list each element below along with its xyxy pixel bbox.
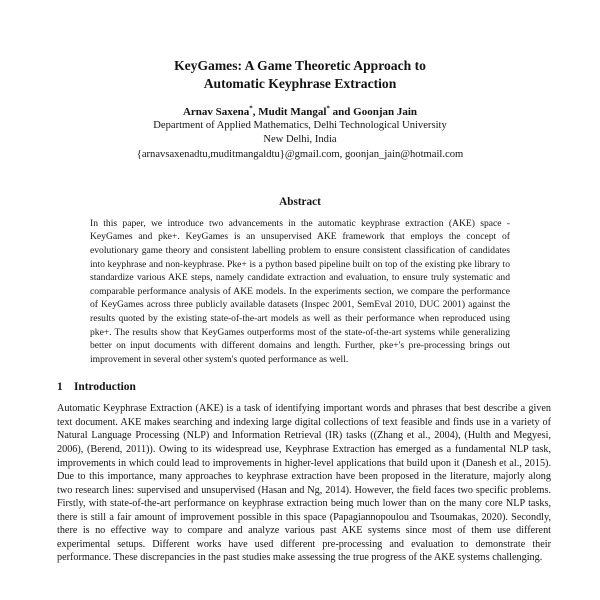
paper-title-line2: Automatic Keyphrase Extraction: [203, 75, 397, 91]
introduction-paragraph: Automatic Keyphrase Extraction (AKE) is a task of identifying important words and phrases that best describe a given text document. AKE makes searching and indexing large digital collections of text feasible and finds use in a variety of Natural Language Processing (NLP) and Information Retrieval (IR) tasks ((Zhang et al., 2004), (Hulth and Megyesi, 2006), (Berend, 2011)). Owing to its widespread use, Keyphrase Extraction has emerged as a fundamental NLP task, improvements in which could lead to improvements in higher-level applications that build upon it (Danesh et al., 2015). Due to this importance, many approaches to keyphrase extraction have been proposed in the literature, majorly along two research lines: supervised and unsupervised (Hasan and Ng, 2014). However, the field faces two specific problems. Firstly, with state-of-the-art performance on keyphrase extraction being much lower than on the many core NLP tasks, there is still a fair amount of improvement possible in this space (Papagiannopoulou and Tsoumakas, 2020). Secondly, there is no effective way to compare and analyze various past AKE systems since most of them use different experimental setups. Different works have used different pre-processing and evaluation to demonstrate their performance. These discrepancies in the past studies make assessing the true progress of the AKE systems challenging.: [57, 403, 551, 564]
author-name-3: Goonjan Jain: [353, 106, 418, 118]
paper-title: [0, 57, 600, 92]
author-name-1: Arnav Saxena: [182, 106, 250, 118]
paper-title-line1: KeyGames: A Game Theoretic Approach to: [174, 58, 426, 73]
emails-line: {arnavsaxenadtu,muditmangaldtu}@gmail.com, goonjan_jain@hotmail.com: [136, 148, 464, 160]
author-separator-1: ,: [252, 106, 259, 118]
section-1-heading: [57, 380, 550, 395]
abstract-heading: Abstract: [279, 195, 321, 208]
section-1-title: Introduction: [74, 381, 136, 394]
author-1-footnote-mark: *: [249, 104, 253, 113]
location-line: New Delhi, India: [263, 134, 337, 146]
section-1-number: 1: [57, 381, 63, 394]
author-name-2: Mudit Mangal: [258, 106, 327, 118]
authors-line: [0, 105, 600, 119]
abstract-text: In this paper, we introduce two advancements in the automatic keyphrase extraction (AKE) space - KeyGames and pke+. KeyGames is an unsupervised AKE framework that employs the concept of evolutionary game theory and consistent labelling problem to ensure consistent classification of candidates into keyphrase and non-keyphrase. Pke+ is a python based pipeline built on top of the existing pke library to standardize various AKE steps, namely candidate extraction and evaluation, to ensure truly systematic and comparable performance analysis of AKE models. In the experiments section, we compare the performance of KeyGames across three publicly available datasets (Inspec 2001, SemEval 2010, DUC 2001) against the results quoted by the existing state-of-the-art models as well as their performance when reproduced using pke+. The results show that KeyGames outperforms most of the state-of-the-art systems while generalizing better on input documents with different domains and length. Further, pke+'s pre-processing brings out improvement in several other system's quoted performance as well.: [90, 217, 510, 365]
author-separator-2: and: [329, 106, 354, 118]
author-block: [0, 105, 600, 162]
author-2-footnote-mark: *: [326, 104, 330, 113]
affiliation-line: Department of Applied Mathematics, Delhi Technological University: [153, 120, 447, 132]
